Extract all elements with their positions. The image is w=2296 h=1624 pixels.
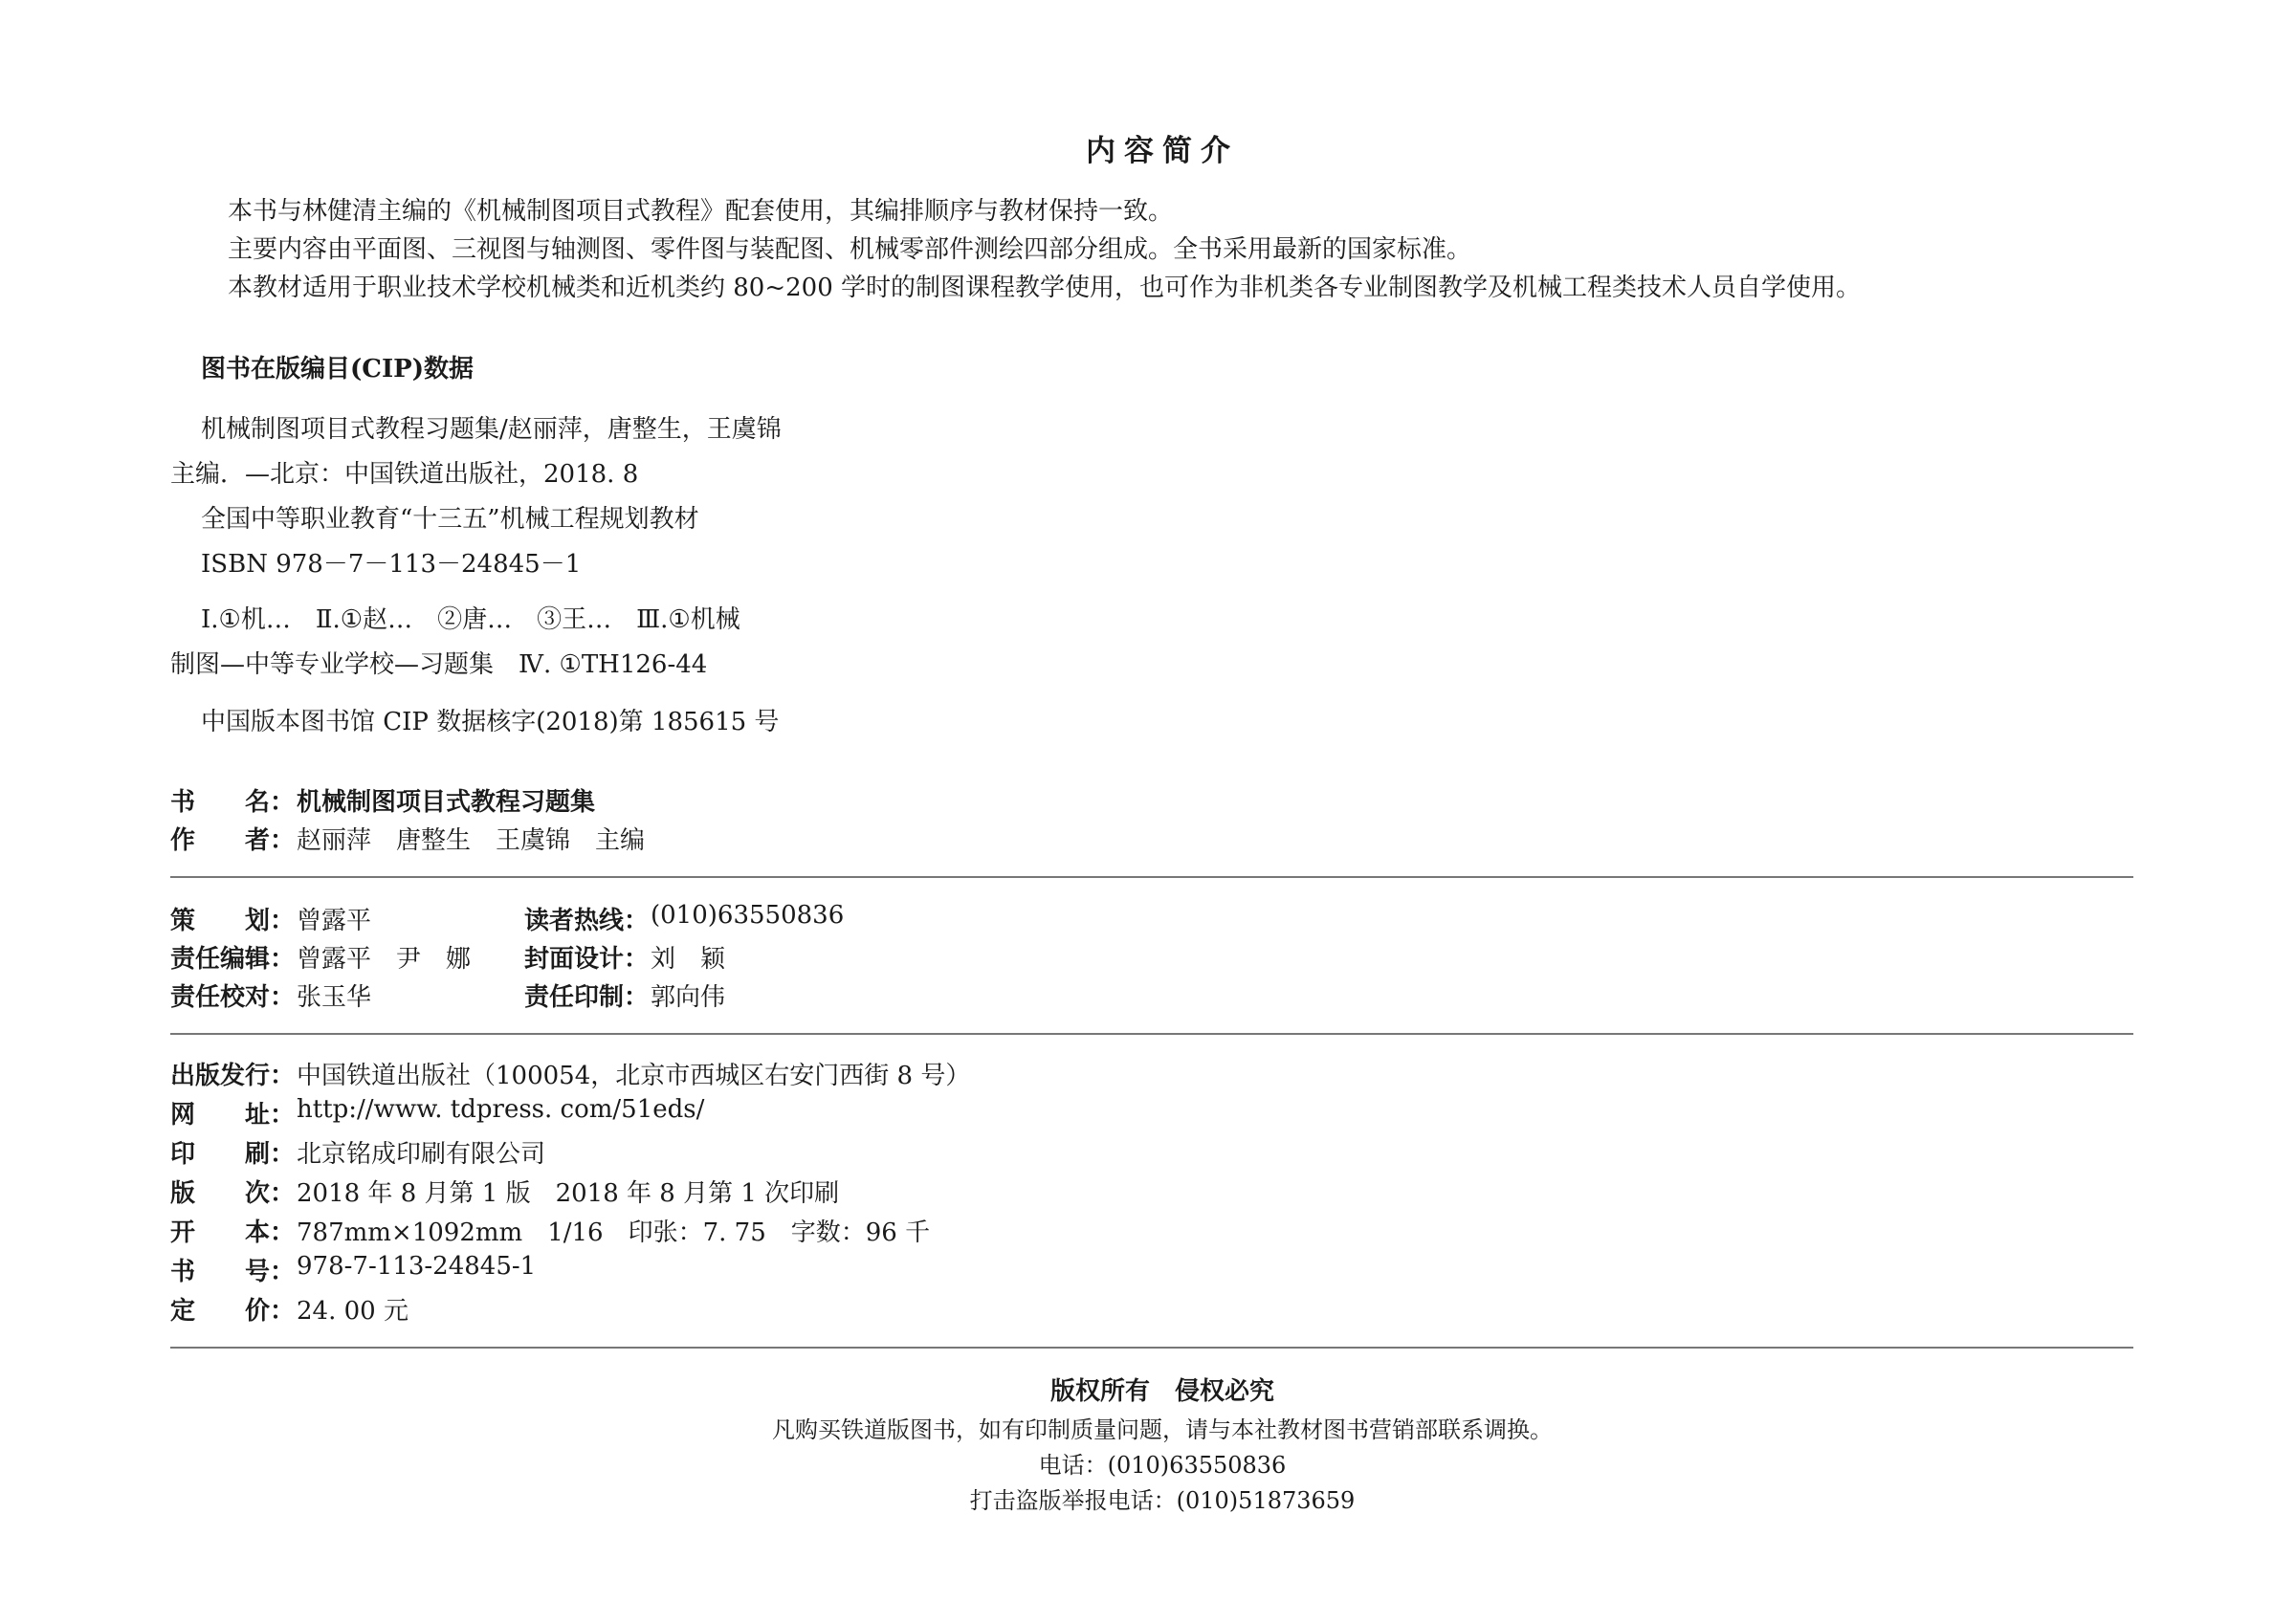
author-value: 赵丽萍 唐整生 王虞锦 主编	[297, 826, 646, 855]
editor-value: 曾露平 尹 娜	[297, 945, 472, 974]
format-value: 787mm×1092mm 1/16 印张：7. 75 字数：96 千	[297, 1218, 931, 1247]
piracy-phone: 打击盗版举报电话：(010)51873659	[969, 1487, 1356, 1514]
cip-line-6: 制图—中等专业学校—习题集 Ⅳ. ①TH126-44	[170, 650, 708, 679]
editor-label: 责任编辑：	[170, 945, 296, 974]
cover-value: 刘 颖	[651, 945, 726, 974]
print-label: 责任印制：	[524, 983, 650, 1012]
website-label: 网 址：	[170, 1101, 296, 1130]
proof-label: 责任校对：	[170, 983, 296, 1012]
cip-line-4: ISBN 978－7－113－24845－1	[201, 550, 582, 579]
copyright-heading: 版权所有 侵权必究	[1049, 1377, 1274, 1406]
cip-heading: 图书在版编目(CIP)数据	[201, 355, 475, 384]
summary-paragraph-3: 本教材适用于职业技术学校机械类和近机类约 80~200 学时的制图课程教学使用，也可作为非机类各专业制图教学及机械工程类技术人员自学使用。	[228, 274, 1862, 302]
proof-value: 张玉华	[297, 983, 372, 1012]
author-label: 作 者：	[170, 826, 296, 855]
page-title: 内容简介	[1086, 134, 1239, 168]
summary-paragraph-2: 主要内容由平面图、三视图与轴测图、零件图与装配图、机械零部件测绘四部分组成。全书采用最新的国家标准。	[228, 235, 1472, 264]
copyright-notice: 凡购买铁道版图书，如有印制质量问题，请与本社教材图书营销部联系调换。	[772, 1416, 1553, 1443]
cip-line-5: Ⅰ.①机… Ⅱ.①赵… ②唐… ③王… Ⅲ.①机械	[201, 605, 740, 634]
divider-3	[170, 1347, 2133, 1349]
hotline-value: (010)63550836	[651, 901, 845, 930]
divider-1	[170, 876, 2133, 878]
isbn-value: 978-7-113-24845-1	[297, 1252, 537, 1281]
publisher-value: 中国铁道出版社（100054，北京市西城区右安门西街 8 号）	[297, 1062, 971, 1090]
price-value: 24. 00 元	[297, 1297, 408, 1326]
cip-line-2: 主编．—北京：中国铁道出版社，2018. 8	[170, 460, 639, 489]
planner-value: 曾露平	[297, 907, 372, 935]
summary-paragraph-1: 本书与林健清主编的《机械制图项目式教程》配套使用，其编排顺序与教材保持一致。	[228, 197, 1174, 226]
divider-2	[170, 1033, 2133, 1035]
edition-label: 版 次：	[170, 1179, 296, 1208]
printer-value: 北京铭成印刷有限公司	[297, 1140, 546, 1169]
edition-value: 2018 年 8 月第 1 版 2018 年 8 月第 1 次印刷	[297, 1179, 840, 1208]
publisher-label: 出版发行：	[170, 1062, 296, 1090]
planner-label: 策 划：	[170, 907, 296, 935]
isbn-label: 书 号：	[170, 1258, 296, 1286]
format-label: 开 本：	[170, 1218, 296, 1247]
website-value: http://www. tdpress. com/51eds/	[297, 1095, 705, 1124]
price-label: 定 价：	[170, 1297, 296, 1326]
cover-label: 封面设计：	[524, 945, 650, 974]
copyright-phone: 电话：(010)63550836	[1038, 1452, 1287, 1479]
cip-line-1: 机械制图项目式教程习题集/赵丽萍，唐整生，王虞锦	[201, 415, 782, 444]
printer-label: 印 刷：	[170, 1140, 296, 1169]
cip-line-7: 中国版本图书馆 CIP 数据核字(2018)第 185615 号	[201, 708, 780, 736]
cip-line-3: 全国中等职业教育“十三五”机械工程规划教材	[201, 505, 699, 534]
book-name: 机械制图项目式教程习题集	[297, 788, 596, 817]
book-name-label: 书 名：	[170, 788, 296, 817]
hotline-label: 读者热线：	[524, 907, 650, 935]
print-value: 郭向伟	[651, 983, 726, 1012]
